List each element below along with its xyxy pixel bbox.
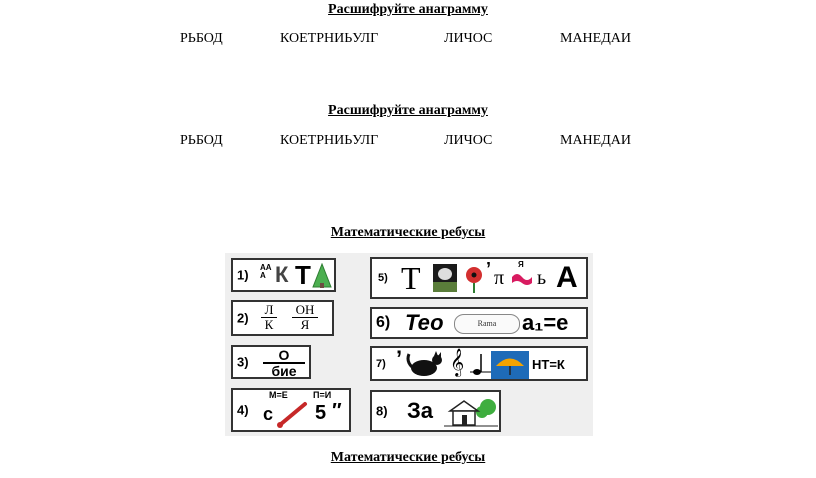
eagle-icon bbox=[433, 264, 457, 292]
treble-clef-icon: 𝄞 bbox=[450, 348, 465, 376]
music-note-icon bbox=[470, 352, 492, 378]
tree-icon bbox=[312, 263, 332, 289]
poppy-icon bbox=[463, 265, 485, 293]
anagram-word: МАНЕДАИ bbox=[560, 31, 631, 46]
rebus-4: 4) М=Е П=И с 5 ″ bbox=[231, 388, 351, 432]
fraction-1: Л К bbox=[261, 303, 277, 332]
umbrella-icon bbox=[491, 351, 529, 379]
fraction-3: О бие bbox=[263, 348, 305, 378]
house-icon bbox=[444, 395, 498, 429]
anagram-word: ЛИЧОС bbox=[444, 133, 493, 148]
thermometer-icon bbox=[275, 400, 309, 428]
can-icon: Rama bbox=[454, 314, 520, 334]
rebus-2: 2) Л К ОН Я bbox=[231, 300, 334, 336]
rebus-title-1: Математические ребусы bbox=[330, 225, 486, 240]
rebus-1-k-letter: К bbox=[275, 262, 289, 287]
rebus-1: 1) ААА К Т bbox=[231, 258, 336, 292]
rebus-panel bbox=[225, 253, 593, 436]
rebus-1-t-letter: Т bbox=[295, 260, 311, 290]
anagram-word: МАНЕДАИ bbox=[560, 133, 631, 148]
anagram-word: КОЕТРНИЬУЛГ bbox=[280, 133, 379, 148]
anagram-title-2: Расшифруйте анаграмму bbox=[328, 103, 488, 118]
rebus-5: 5) Т ’ π Я ь А bbox=[370, 257, 588, 299]
cat-icon bbox=[406, 351, 444, 379]
flag-icon bbox=[511, 271, 533, 287]
rebus-3: 3) О бие bbox=[231, 345, 311, 379]
anagram-word: КОЕТРНИЬУЛГ bbox=[280, 31, 379, 46]
rebus-8: 8) За bbox=[370, 390, 501, 432]
rebus-title-2: Математические ребусы bbox=[330, 450, 486, 465]
fraction-2: ОН Я bbox=[292, 303, 318, 332]
anagram-word: РЬБОД bbox=[180, 31, 223, 46]
rebus-6: 6) Тео Rama а₁=е bbox=[370, 307, 588, 339]
anagram-title-1: Расшифруйте анаграмму bbox=[328, 2, 488, 17]
anagram-word: РЬБОД bbox=[180, 133, 223, 148]
rebus-1-letters: ААА bbox=[260, 263, 272, 280]
rebus-7: 7) ’ 𝄞 НТ=К bbox=[370, 346, 588, 381]
anagram-word: ЛИЧОС bbox=[444, 31, 493, 46]
